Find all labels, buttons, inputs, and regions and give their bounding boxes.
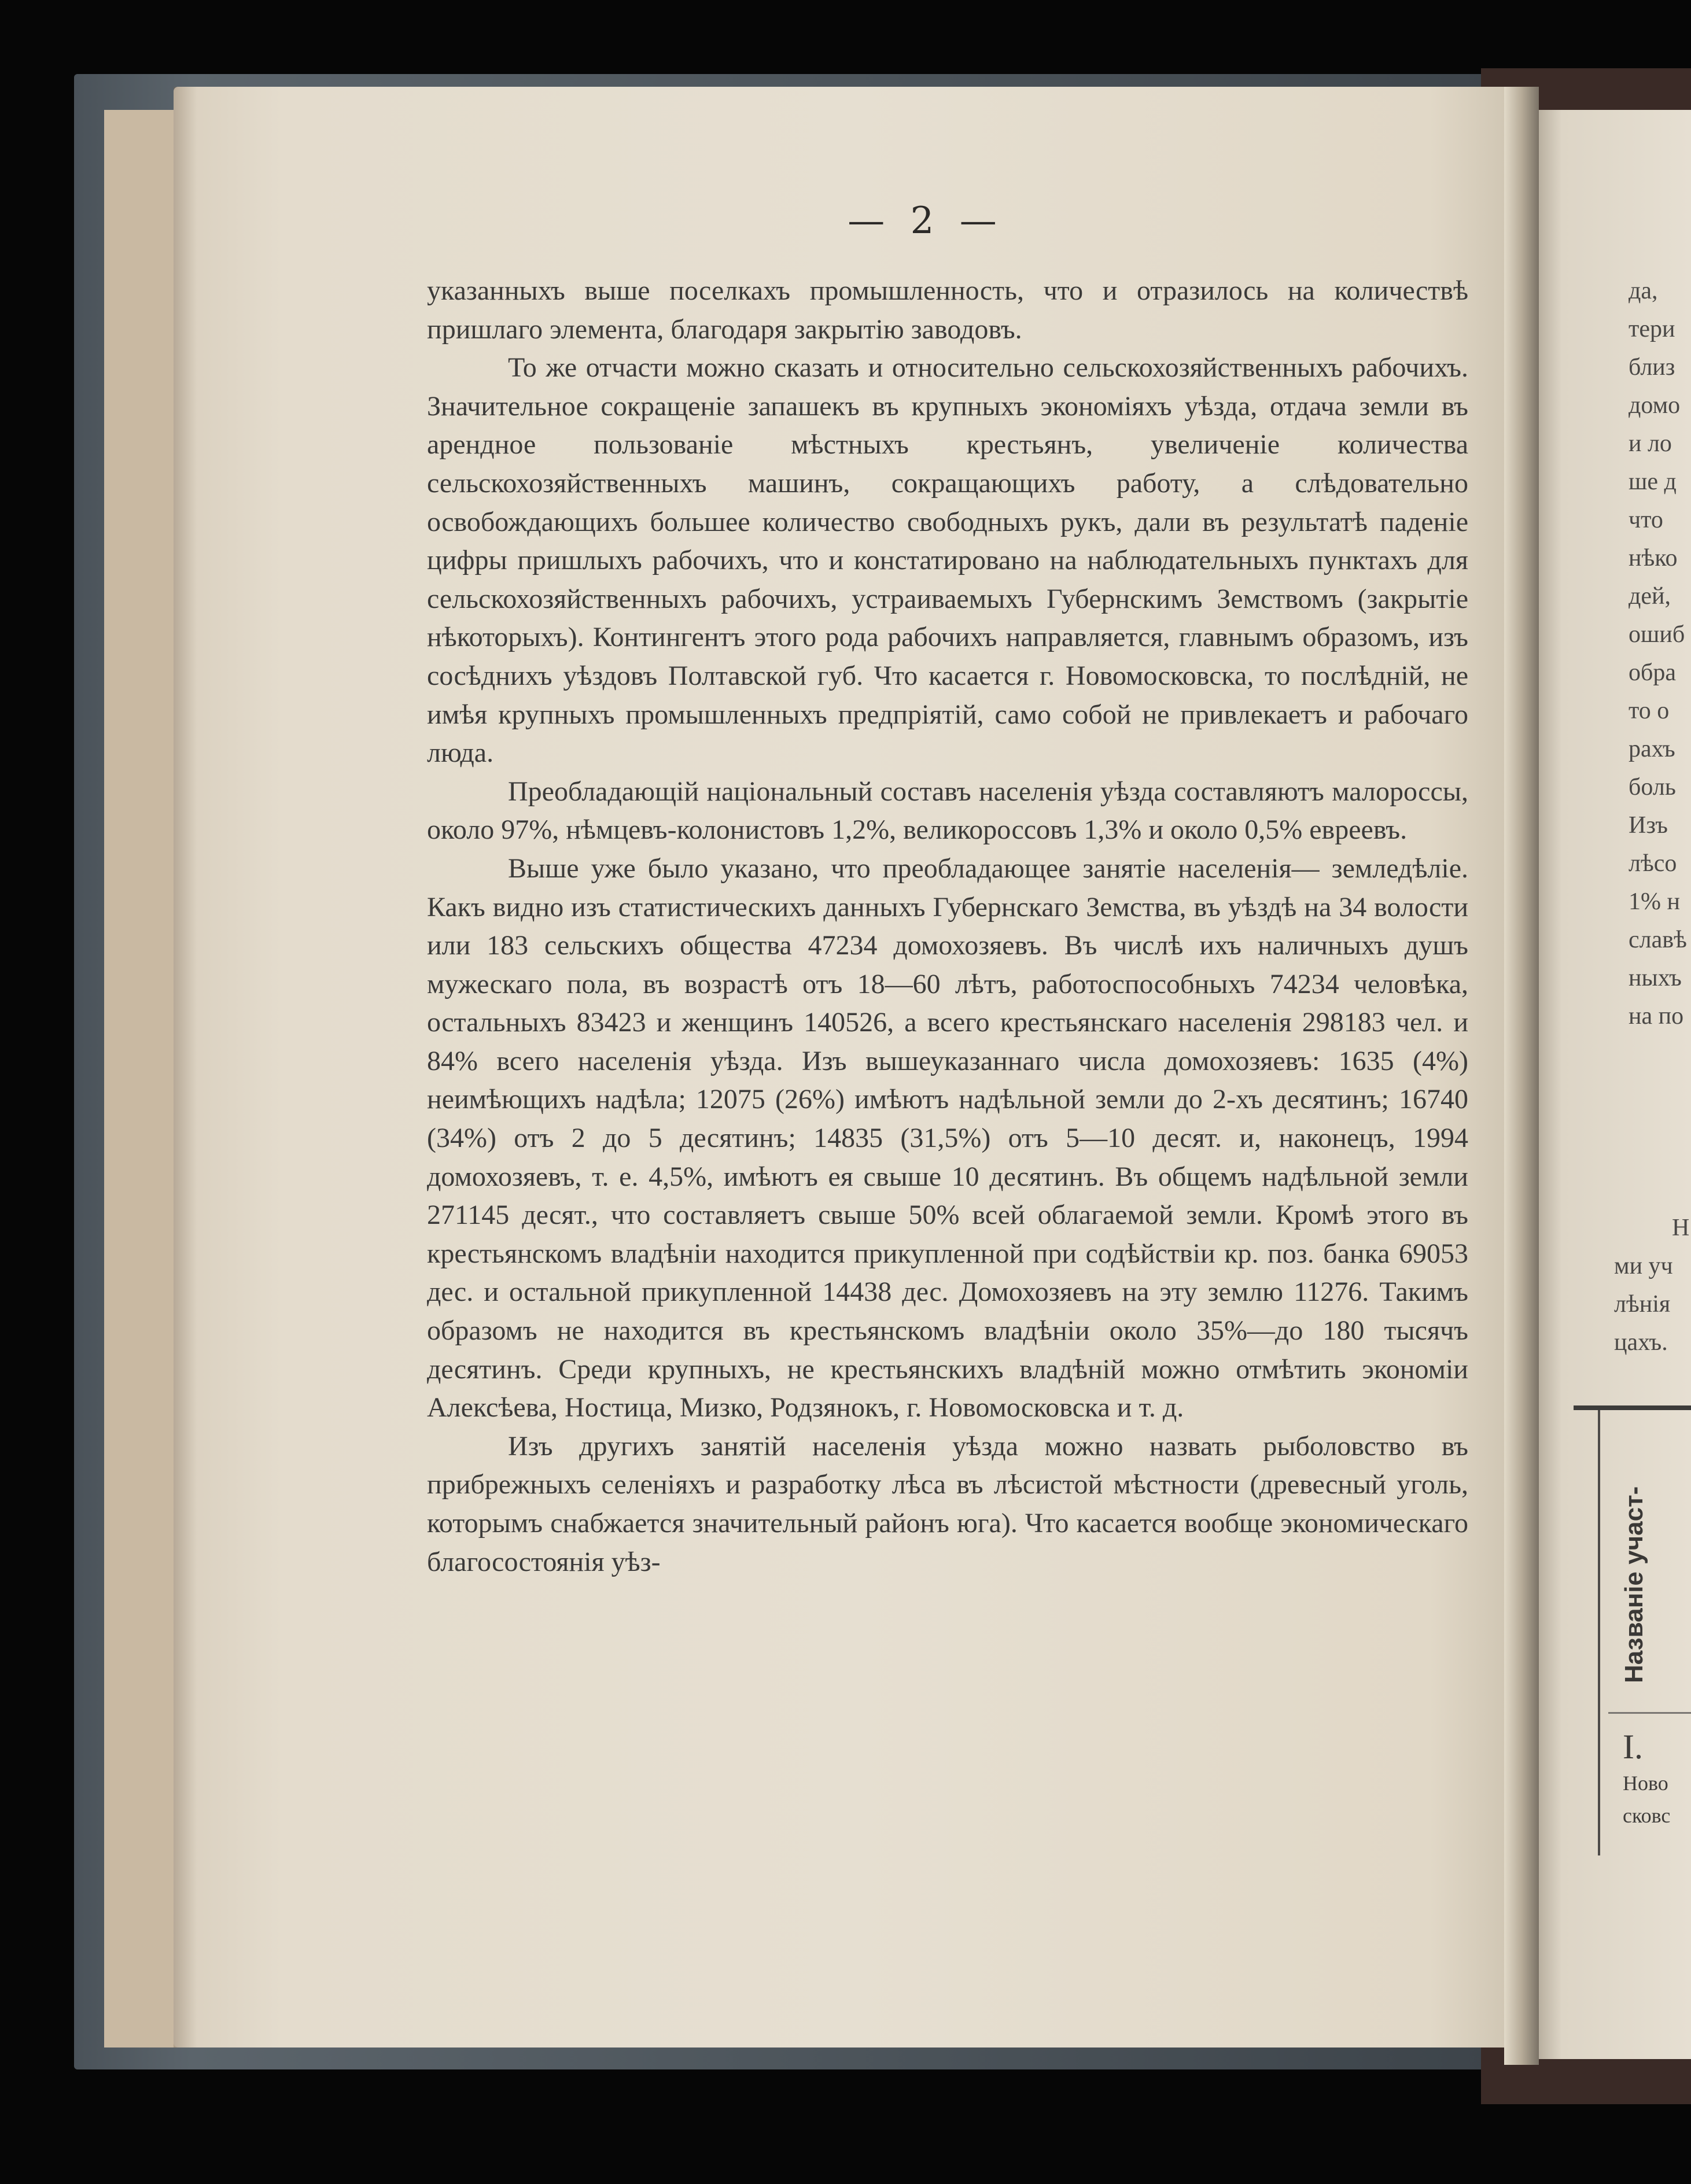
paragraph: Выше уже было указано, что преобладающее занятiе населенiя— земледѣлiе. Какъ видно изъ статистическихъ данныхъ Губернскаго Земства, въ уѣздѣ на 34 волости или 183 сельскихъ общества 47234 домохозяевъ. Въ числѣ ихъ наличныхъ душъ мужескаго пола, въ возрастѣ отъ 18—60 лѣтъ, работоспособныхъ 74234 человѣка, остальныхъ 83423 и женщинъ 140526, а всего крестьянскаго населенiя 298183 чел. и 84% всего населенiя уѣзда. Изъ вышеуказаннаго числа домохозяевъ: 1635 (4%) неимѣющихъ надѣла; 12075 (26%) имѣютъ надѣльной земли до 2-хъ десятинъ; 16740 (34%) отъ 2 до 5 десятинъ; 14835 (31,5%) отъ 5—10 десят. и, наконецъ, 1994 домохозяевъ, т. е. 4,5%, имѣютъ ея свыше 10 десятинъ. Въ общемъ надѣльной земли 271145 десят., что составляетъ свыше 50% всей облагаемой земли. Кромѣ этого въ крестьянскомъ владѣнiи находится прикупленной при содѣйствiи кр. поз. банка 69053 дес. и остальной прикупленной 14438 дес. Домохозяевъ на эту землю 11276. Такимъ образомъ не находится въ крестьянскомъ владѣнiи около 35%—до 180 тысячъ десятинъ. Среди крупныхъ, не крестьянскихъ владѣнiй можно отмѣтить экономiи Алексѣева, Ностица, Мизко, Родзянокъ, г. Новомосковска и т. д. — [427, 853, 1468, 1423]
text-fragment: домо — [1629, 392, 1681, 419]
text-fragment: ше д — [1629, 468, 1677, 495]
table-header-rule — [1608, 1712, 1691, 1714]
text-fragment: тери — [1629, 316, 1675, 342]
text-fragment: Н — [1672, 1215, 1690, 1241]
page-edge — [1504, 87, 1539, 2065]
facing-page-text-top — [1629, 272, 1691, 1035]
page-shadow — [174, 87, 197, 2048]
text-fragment: лѣнiя — [1614, 1291, 1671, 1318]
paragraph: Преобладающiй нацiональный составъ населенiя уѣзда составляютъ малороссы, около 97%, нѣмцевъ-колонистовъ 1,2%, великороссовъ 1,3% и около 0,5% евреевъ. — [427, 776, 1468, 846]
text-fragment: нѣко — [1629, 545, 1678, 571]
text-fragment: то о — [1629, 698, 1670, 724]
table-column-header: Названiе участ- — [1620, 1486, 1648, 1683]
facing-page-text-mid — [1614, 1209, 1691, 1362]
page-number: — 2 — — [848, 200, 1004, 242]
cell-text: сковс — [1623, 1804, 1671, 1827]
text-fragment: ошиб — [1629, 621, 1685, 648]
text-fragment: ми уч — [1614, 1253, 1673, 1279]
text-fragment: Изъ — [1629, 812, 1668, 839]
text-fragment: цахъ. — [1614, 1329, 1668, 1356]
text-fragment: рахъ — [1629, 736, 1675, 762]
text-fragment: да, — [1629, 278, 1658, 304]
paragraph: Изъ другихъ занятiй населенiя уѣзда можно назвать рыболовство въ прибрежныхъ селенiяхъ и разработку лѣса въ лѣсистой мѣстности (древесный уголь, которымъ снабжается значительный районъ юга). Что касается вообще экономическаго благосостоянiя уѣз- — [427, 1430, 1468, 1577]
text-fragment: обра — [1629, 659, 1677, 686]
table-top-rule — [1574, 1405, 1691, 1410]
text-fragment: ныхъ — [1629, 965, 1682, 991]
page-body — [427, 272, 1468, 1581]
text-fragment: славѣ — [1629, 927, 1687, 953]
cell-text: Ново — [1623, 1772, 1668, 1795]
text-fragment: лѣсо — [1629, 850, 1677, 877]
text-fragment: на по — [1629, 1003, 1684, 1030]
text-fragment: боль — [1629, 774, 1676, 800]
text-fragment: близ — [1629, 354, 1675, 381]
text-fragment: что — [1629, 507, 1663, 533]
text-fragment: и ло — [1629, 430, 1672, 457]
cell-numeral: I. — [1623, 1728, 1643, 1766]
paragraph: То же отчасти можно сказать и относительно сельскохозяйственныхъ рабочихъ. Значительное сокращенiе запашекъ въ крупныхъ экономiяхъ уѣзда, отдача земли въ арендное пользованiе мѣстныхъ крестьянъ, увеличенiе количества сельскохозяйственныхъ машинъ, сокращающихъ работу, а слѣдовательно освобождающихъ большее количество свободныхъ рукъ, дали въ результатѣ паденiе цифры пришлыхъ рабочихъ, что и констатировано на наблюдательныхъ пунктахъ для сельскохозяйственныхъ рабочихъ, устраиваемыхъ Губернскимъ Земствомъ (закрытiе нѣкоторыхъ). Контингентъ этого рода рабочихъ направляется, главнымъ образомъ, изъ сосѣднихъ уѣздовъ Полтавской губ. Что касается г. Новомосковска, то послѣднiй, не имѣя крупныхъ промышленныхъ предпрiятiй, само собой не привлекаетъ и рабочаго люда. — [427, 352, 1468, 769]
table-cell — [1623, 1726, 1691, 1832]
text-fragment: 1% н — [1629, 888, 1680, 915]
text-fragment: дей, — [1629, 583, 1671, 610]
table-left-rule — [1598, 1410, 1600, 1855]
paragraph: указанныхъ выше поселкахъ промышленность, что и отразилось на количествѣ пришлаго элемента, благодаря закрытiю заводовъ. — [427, 275, 1468, 345]
